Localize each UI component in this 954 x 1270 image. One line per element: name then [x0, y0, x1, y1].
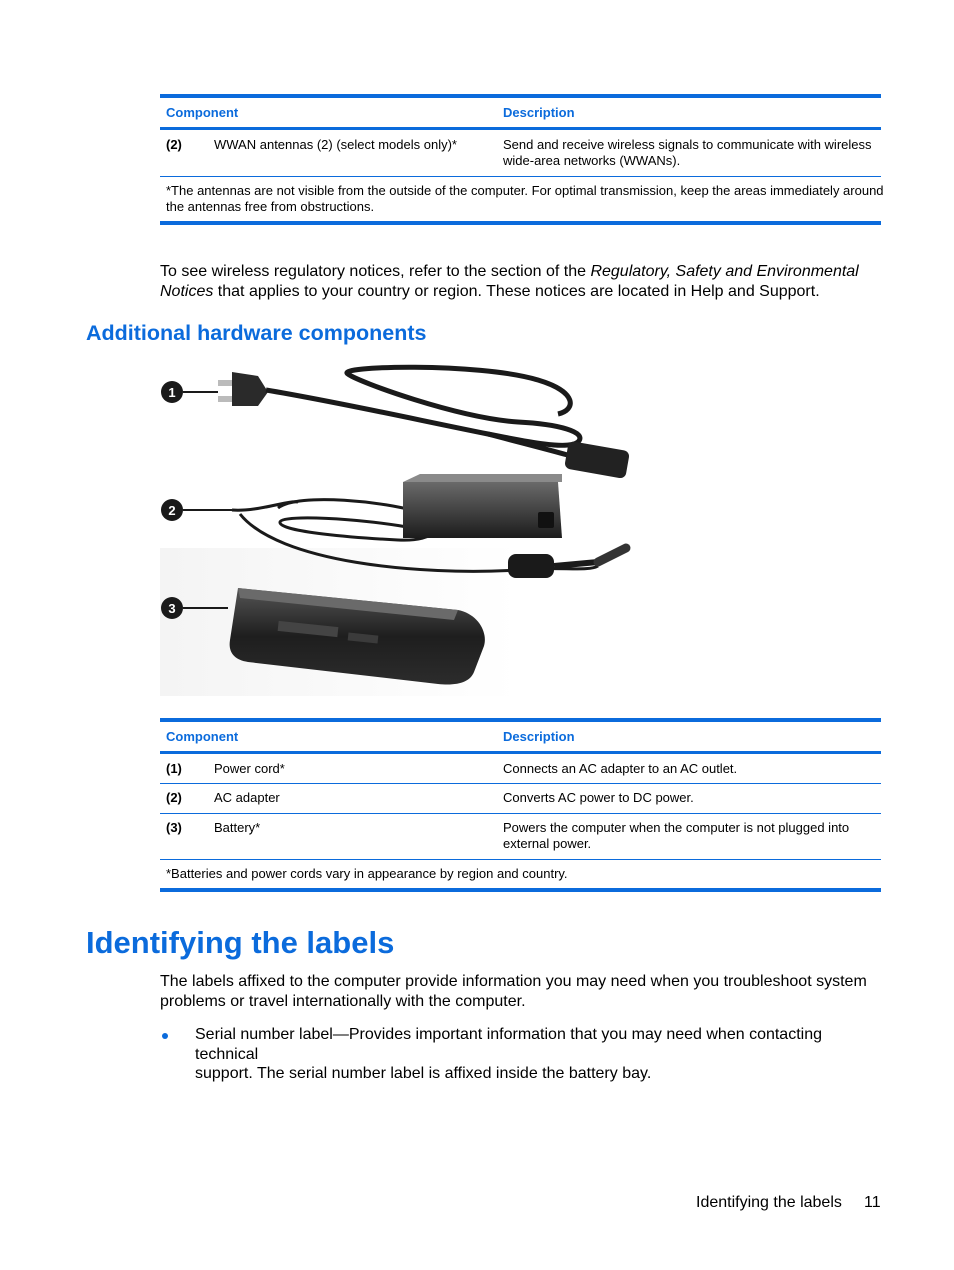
row-number: (2) — [166, 137, 182, 152]
row-divider — [160, 813, 881, 814]
table-footnote: *Batteries and power cords vary in appearance by region and country. — [166, 866, 568, 881]
labels-intro-line2: problems or travel internationally with the computer. — [160, 992, 526, 1010]
table-header-rule — [160, 127, 881, 130]
callout-label-1: 1 — [168, 385, 176, 400]
callout-2 — [161, 499, 232, 521]
table-header-description: Description — [503, 729, 575, 744]
labels-intro-line1: The labels affixed to the computer provide information you may need when you troubleshoot system — [160, 973, 867, 990]
hardware-figure — [158, 362, 638, 698]
row-description-line1: Converts AC power to DC power. — [503, 790, 694, 805]
callout-label-3: 3 — [168, 601, 176, 616]
list-item-line2: support. The serial number label is affixed inside the battery bay. — [195, 1065, 652, 1082]
page-number: 11 — [864, 1194, 881, 1211]
callout-label-2: 2 — [168, 503, 176, 518]
row-number: (1) — [166, 761, 182, 776]
list-item-line1: Serial number label—Provides important information that you may need when contacting technical — [195, 1026, 822, 1063]
callout-1 — [161, 381, 218, 403]
table-header-description: Description — [503, 105, 575, 120]
list-item — [195, 1025, 885, 1084]
row-number: (3) — [166, 820, 182, 835]
row-component: Battery* — [214, 820, 261, 835]
table-header-component: Component — [166, 105, 239, 120]
row-number: (2) — [166, 790, 182, 805]
regulatory-text-2: that applies to your country or region. These notices are located in Help and Support. — [213, 282, 820, 300]
regulatory-title-italic-2: Notices — [160, 282, 214, 300]
row-description-line1: Connects an AC adapter to an AC outlet. — [503, 761, 738, 776]
row-description-line2: wide-area networks (WWANs). — [503, 153, 681, 168]
page-section-title: Identifying the labels — [86, 925, 395, 960]
footer-section-name: Identifying the labels — [696, 1194, 842, 1211]
row-description-line1: Powers the computer when the computer is not plugged into — [503, 820, 850, 835]
table-header-rule — [160, 751, 881, 754]
row-component: WWAN antennas (2) (select models only)* — [214, 137, 457, 152]
table-bottom-rule — [160, 221, 881, 225]
row-component: AC adapter — [214, 790, 280, 805]
labels-intro — [160, 972, 881, 1011]
bullet-marker — [162, 1033, 168, 1039]
section-heading: Additional hardware components — [86, 321, 427, 345]
table-footnote-line2: the antennas free from obstructions. — [166, 199, 375, 214]
row-description-line2: external power. — [503, 836, 592, 851]
row-divider — [160, 176, 881, 177]
table-footnote-line1: *The antennas are not visible from the outside of the computer. For optimal transmission, keep the areas immediately around — [166, 183, 884, 198]
row-description-line1: Send and receive wireless signals to communicate with wireless — [503, 137, 872, 152]
row-divider — [160, 783, 881, 784]
regulatory-title-italic-1: Regulatory, Safety and Environmental — [590, 263, 859, 280]
regulatory-paragraph — [160, 262, 881, 301]
power-cord-illustration — [218, 367, 630, 479]
regulatory-text-1: To see wireless regulatory notices, refer to the section of the — [160, 263, 591, 280]
row-component: Power cord* — [214, 761, 285, 776]
row-divider — [160, 859, 881, 860]
table-top-rule — [160, 718, 881, 722]
table-bottom-rule — [160, 888, 881, 892]
table-top-rule — [160, 94, 881, 98]
table-header-component: Component — [166, 729, 239, 744]
